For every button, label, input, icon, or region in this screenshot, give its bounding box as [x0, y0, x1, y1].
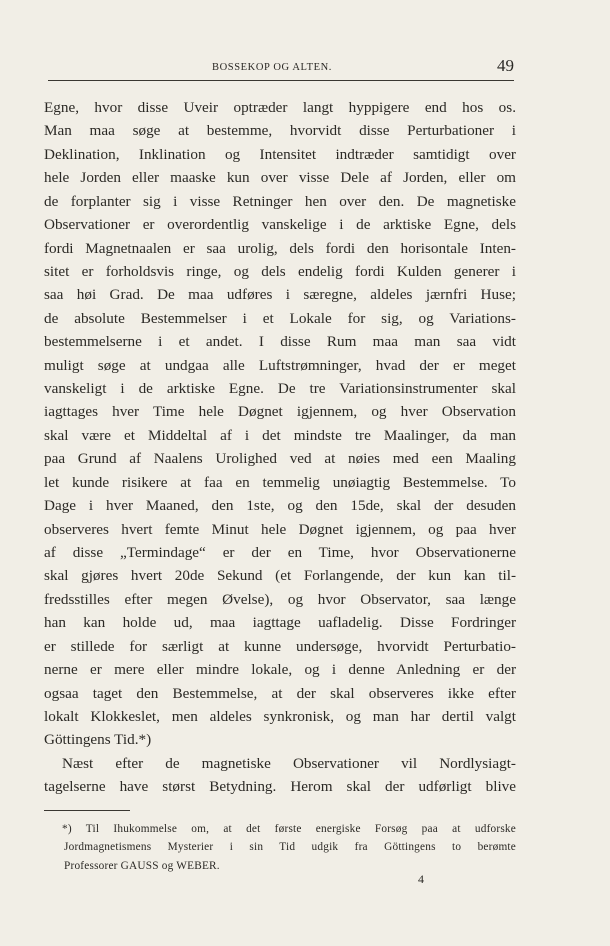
- text-line: de forplanter sig i visse Retninger hen over den. De magnetiske: [44, 192, 516, 210]
- text-line: fordi Magnetnaalen er saa urolig, dels fordi den horisontale Inten-: [44, 239, 516, 257]
- text-line: paa Grund af Naalens Urolighed ved at nøies med een Maaling: [44, 450, 516, 468]
- text-line: Deklination, Inklination og Intensitet indtræder samtidigt over: [44, 145, 516, 163]
- page-number: 49: [497, 56, 514, 75]
- signature-mark: 4: [418, 872, 424, 886]
- text-line: lokalt Klokkeslet, men aldeles synkronisk, og man har dertil valgt: [44, 707, 516, 725]
- running-head: [44, 58, 514, 78]
- text-line: skal gjøres hvert 20de Sekund (et Forlangende, der kun kan til-: [44, 567, 516, 585]
- text-line: nerne er mere eller mindre lokale, og i denne Anledning er der: [44, 661, 516, 679]
- header-rule: [48, 80, 514, 81]
- footnote-line: *) Til Ihukommelse om, at det første energiske Forsøg paa at udforske: [62, 823, 516, 835]
- text-line: observeres hvert femte Minut hele Døgnet igjennem, og paa hver: [44, 520, 516, 538]
- text-line: iagttages hver Time hele Døgnet igjennem, og hver Observation: [44, 403, 516, 421]
- text-line: skal være et Middeltal af i det mindste tre Maalinger, da man: [44, 426, 516, 444]
- text-line: vanskeligt i de arktiske Egne. De tre Variationsinstrumenter skal: [44, 380, 516, 398]
- text-line-paragraph-start: Næst efter de magnetiske Observationer vil Nordlysiagt-: [62, 754, 516, 772]
- text-line: de absolute Bestemmelser i et Lokale for sig, og Variations-: [44, 309, 516, 327]
- footnote: [64, 820, 516, 875]
- text-line: af disse „Termindage“ er der en Time, hvor Observationerne: [44, 544, 516, 562]
- text-line: Man maa søge at bestemme, hvorvidt disse Perturbationer i: [44, 122, 516, 140]
- footnote-line: Professorer GAUSS og WEBER.: [64, 859, 220, 872]
- text-line: er stillede for særligt at kunne undersøge, hvorvidt Perturbatio-: [44, 637, 516, 655]
- text-line: Egne, hvor disse Uveir optræder langt hyppigere end hos os.: [44, 99, 516, 116]
- text-line: muligt søge at undgaa alle Luftstrømninger, hvad der er meget: [44, 356, 516, 374]
- text-line: tagelserne have størst Betydning. Herom skal der udførligt blive: [44, 778, 516, 796]
- text-line: fredsstilles efter megen Øvelse), og hvor Observator, saa længe: [44, 590, 516, 608]
- text-line: hele Jorden eller maaske kun over visse Dele af Jorden, eller om: [44, 169, 516, 187]
- text-line: Observationer er overordentlig vanskelige i de arktiske Egne, dels: [44, 216, 516, 234]
- running-title: BOSSEKOP OG ALTEN.: [212, 62, 332, 73]
- text-line: Göttingens Tid.*): [44, 731, 152, 749]
- body-text: [44, 96, 516, 799]
- text-line: saa høi Grad. De maa udføres i særegne, aldeles jærnfri Huse;: [44, 286, 516, 304]
- text-line: bestemmelserne i et andet. I disse Rum maa man saa vidt: [44, 333, 516, 351]
- footnote-line: Jordmagnetismens Mysterier i sin Tid udgik fra Göttingens to berømte: [64, 841, 516, 854]
- text-line: ogsaa taget den Bestemmelse, at der skal observeres ikke efter: [44, 684, 516, 702]
- text-line: let kunde risikere at faa en temmelig unøiagtig Bestemmelse. To: [44, 473, 516, 491]
- text-line: sitet er forholdsvis ringe, og dels endelig fordi Kulden generer i: [44, 262, 516, 280]
- text-line: Dage i hver Maaned, den 1ste, og den 15de, skal der desuden: [44, 497, 516, 515]
- text-line: han kan holde ud, maa iagttage uafladelig. Disse Fordringer: [44, 614, 516, 632]
- footnote-rule: [44, 810, 130, 811]
